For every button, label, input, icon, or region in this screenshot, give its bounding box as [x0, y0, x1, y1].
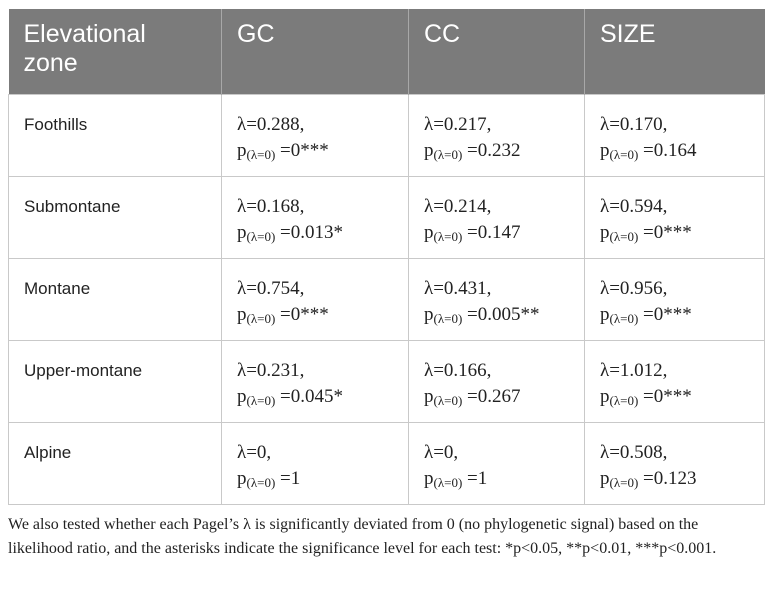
header-gc: GC — [222, 9, 409, 94]
lambda-value: λ=0.231, — [237, 359, 305, 381]
p-symbol: p — [237, 303, 247, 325]
p-number: =0.147 — [467, 221, 521, 243]
header-elevational-zone: Elevational zone — [9, 9, 222, 94]
p-number: =0.045* — [280, 385, 344, 407]
p-number: =0.123 — [643, 467, 697, 489]
p-value — [424, 384, 569, 410]
gc-cell — [222, 340, 409, 422]
size-cell — [585, 94, 765, 176]
p-subscript: (λ=0) — [609, 310, 639, 326]
p-value — [237, 302, 393, 328]
p-subscript: (λ=0) — [246, 392, 276, 408]
p-value — [600, 466, 749, 492]
p-value — [237, 220, 393, 246]
p-subscript: (λ=0) — [609, 146, 639, 162]
p-number: =0.267 — [467, 385, 521, 407]
header-cc: CC — [409, 9, 585, 94]
header-row — [9, 9, 765, 94]
lambda-value: λ=0.754, — [237, 277, 305, 299]
lambda-value: λ=0.166, — [424, 359, 492, 381]
lambda-value: λ=0, — [237, 441, 272, 463]
lambda-value: λ=1.012, — [600, 359, 668, 381]
p-symbol: p — [424, 467, 434, 489]
p-number: =1 — [467, 467, 488, 489]
p-subscript: (λ=0) — [433, 392, 463, 408]
gc-cell — [222, 422, 409, 504]
p-symbol: p — [600, 221, 610, 243]
p-subscript: (λ=0) — [433, 146, 463, 162]
gc-cell — [222, 94, 409, 176]
lambda-value: λ=0.288, — [237, 113, 305, 135]
p-subscript: (λ=0) — [246, 228, 276, 244]
table-row — [9, 340, 765, 422]
p-value — [600, 384, 749, 410]
p-subscript: (λ=0) — [246, 474, 276, 490]
table-row — [9, 176, 765, 258]
p-number: =0.164 — [643, 139, 697, 161]
zone-cell: Foothills — [9, 94, 222, 176]
p-symbol: p — [600, 385, 610, 407]
table-row — [9, 258, 765, 340]
p-symbol: p — [237, 467, 247, 489]
p-symbol: p — [600, 139, 610, 161]
cc-cell — [409, 258, 585, 340]
p-number: =0*** — [643, 221, 692, 243]
p-number: =0*** — [643, 385, 692, 407]
p-value — [424, 220, 569, 246]
header-size: SIZE — [585, 9, 765, 94]
gc-cell — [222, 258, 409, 340]
p-number: =0*** — [280, 303, 329, 325]
p-number: =0.232 — [467, 139, 521, 161]
p-subscript: (λ=0) — [609, 392, 639, 408]
lambda-value: λ=0.431, — [424, 277, 492, 299]
size-cell — [585, 176, 765, 258]
p-subscript: (λ=0) — [433, 474, 463, 490]
p-subscript: (λ=0) — [246, 146, 276, 162]
p-number: =0*** — [280, 139, 329, 161]
p-subscript: (λ=0) — [246, 310, 276, 326]
p-subscript: (λ=0) — [609, 228, 639, 244]
table-row — [9, 94, 765, 176]
p-value — [424, 466, 569, 492]
p-value — [424, 138, 569, 164]
zone-cell: Upper-montane — [9, 340, 222, 422]
cc-cell — [409, 422, 585, 504]
lambda-value: λ=0.508, — [600, 441, 668, 463]
table-row — [9, 422, 765, 504]
p-symbol: p — [600, 467, 610, 489]
cc-cell — [409, 94, 585, 176]
gc-cell — [222, 176, 409, 258]
results-table — [8, 9, 765, 505]
p-value — [600, 138, 749, 164]
p-symbol: p — [424, 221, 434, 243]
lambda-value: λ=0.594, — [600, 195, 668, 217]
zone-cell: Alpine — [9, 422, 222, 504]
p-value — [237, 138, 393, 164]
cc-cell — [409, 176, 585, 258]
table-footnote: We also tested whether each Pagel’s λ is significantly deviated from 0 (no phylogenetic signal) based on the likelihood ratio, and the asterisks indicate the significance level for each test: *p<0.05, **p<0.01, ***p<0.001. — [8, 516, 717, 557]
zone-cell: Submontane — [9, 176, 222, 258]
p-symbol: p — [600, 303, 610, 325]
p-value — [237, 384, 393, 410]
zone-cell: Montane — [9, 258, 222, 340]
p-value — [424, 302, 569, 328]
lambda-value: λ=0.170, — [600, 113, 668, 135]
p-subscript: (λ=0) — [433, 310, 463, 326]
p-number: =1 — [280, 467, 301, 489]
lambda-value: λ=0.956, — [600, 277, 668, 299]
cc-cell — [409, 340, 585, 422]
p-number: =0*** — [643, 303, 692, 325]
lambda-value: λ=0, — [424, 441, 459, 463]
lambda-value: λ=0.214, — [424, 195, 492, 217]
p-value — [600, 302, 749, 328]
p-subscript: (λ=0) — [609, 474, 639, 490]
p-symbol: p — [237, 385, 247, 407]
size-cell — [585, 258, 765, 340]
p-value — [600, 220, 749, 246]
p-symbol: p — [424, 385, 434, 407]
lambda-value: λ=0.168, — [237, 195, 305, 217]
p-number: =0.005** — [467, 303, 540, 325]
p-symbol: p — [424, 303, 434, 325]
p-symbol: p — [424, 139, 434, 161]
p-value — [237, 466, 393, 492]
p-subscript: (λ=0) — [433, 228, 463, 244]
size-cell — [585, 340, 765, 422]
size-cell — [585, 422, 765, 504]
lambda-value: λ=0.217, — [424, 113, 492, 135]
p-symbol: p — [237, 139, 247, 161]
p-number: =0.013* — [280, 221, 344, 243]
p-symbol: p — [237, 221, 247, 243]
